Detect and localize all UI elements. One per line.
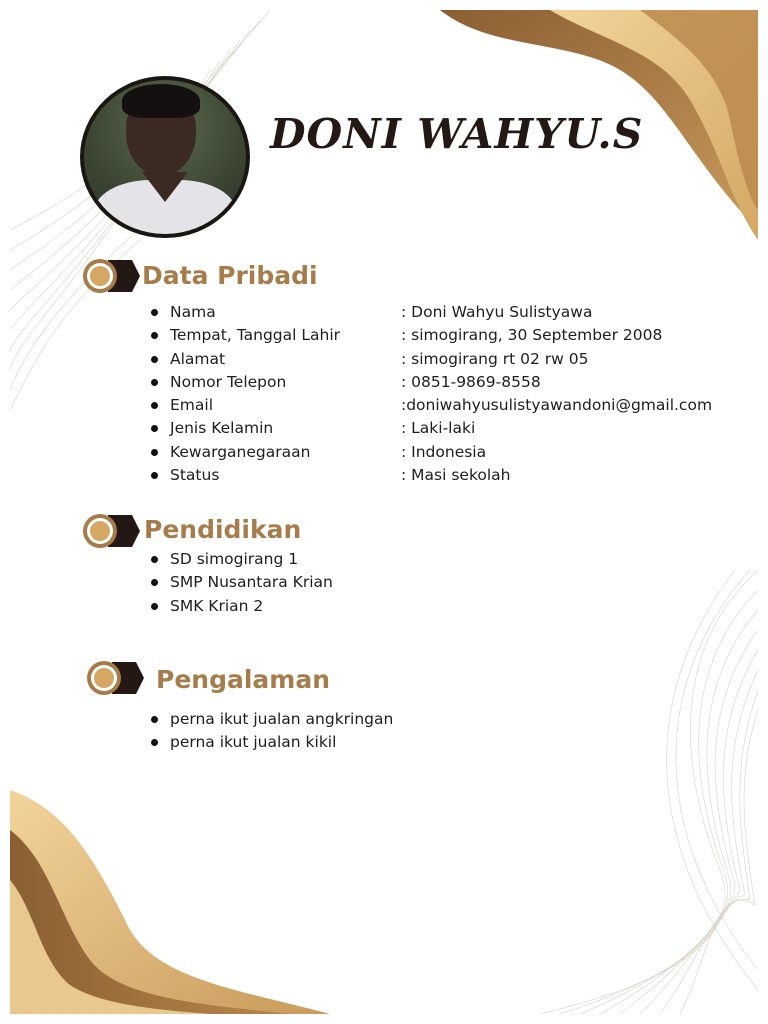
resume-page — [10, 10, 758, 1014]
resume-name-title: DONI WAHYU.S — [270, 110, 644, 158]
bottom-right-line-decoration — [520, 570, 758, 1014]
list-item: Jenis Kelamin — [148, 417, 340, 440]
value-status: : Masi sekolah — [401, 466, 511, 485]
gold-ring-arrow-icon — [84, 660, 144, 696]
section-title-data-pribadi: Data Pribadi — [142, 261, 318, 290]
section-title-pengalaman: Pengalaman — [156, 665, 330, 694]
list-item: SD simogirang 1 — [148, 548, 333, 571]
value-kewarganegaraan: : Indonesia — [401, 442, 487, 461]
value-ttl: : simogirang, 30 September 2008 — [401, 326, 663, 345]
bottom-left-wave-decoration — [10, 790, 330, 1014]
value-email: :doniwahyusulistyawandoni@gmail.com — [401, 396, 713, 415]
profile-photo — [80, 76, 250, 238]
gold-ring-arrow-icon — [80, 513, 140, 549]
value-jenis-kelamin: : Laki-laki — [401, 419, 476, 438]
list-item: perna ikut jualan kikil — [148, 731, 393, 754]
list-item: SMP Nusantara Krian — [148, 571, 333, 594]
list-item: Nama — [148, 301, 340, 324]
experience-list — [148, 708, 393, 755]
gold-ring-arrow-icon — [80, 258, 140, 294]
profile-photo-image — [84, 80, 246, 234]
list-item: SMK Krian 2 — [148, 595, 333, 618]
list-item: Kewarganegaraan — [148, 441, 340, 464]
list-item: Email — [148, 394, 340, 417]
personal-data-list — [148, 301, 340, 487]
list-item: Nomor Telepon — [148, 371, 340, 394]
list-item: perna ikut jualan angkringan — [148, 708, 393, 731]
personal-data-values — [401, 301, 712, 487]
list-item: Status — [148, 464, 340, 487]
list-item: Alamat — [148, 348, 340, 371]
list-item: Tempat, Tanggal Lahir — [148, 324, 340, 347]
education-list — [148, 548, 333, 618]
section-title-pendidikan: Pendidikan — [144, 515, 302, 544]
value-nama: : Doni Wahyu Sulistyawa — [401, 303, 593, 321]
value-telepon: : 0851-9869-8558 — [401, 372, 541, 391]
value-alamat: : simogirang rt 02 rw 05 — [401, 349, 589, 368]
